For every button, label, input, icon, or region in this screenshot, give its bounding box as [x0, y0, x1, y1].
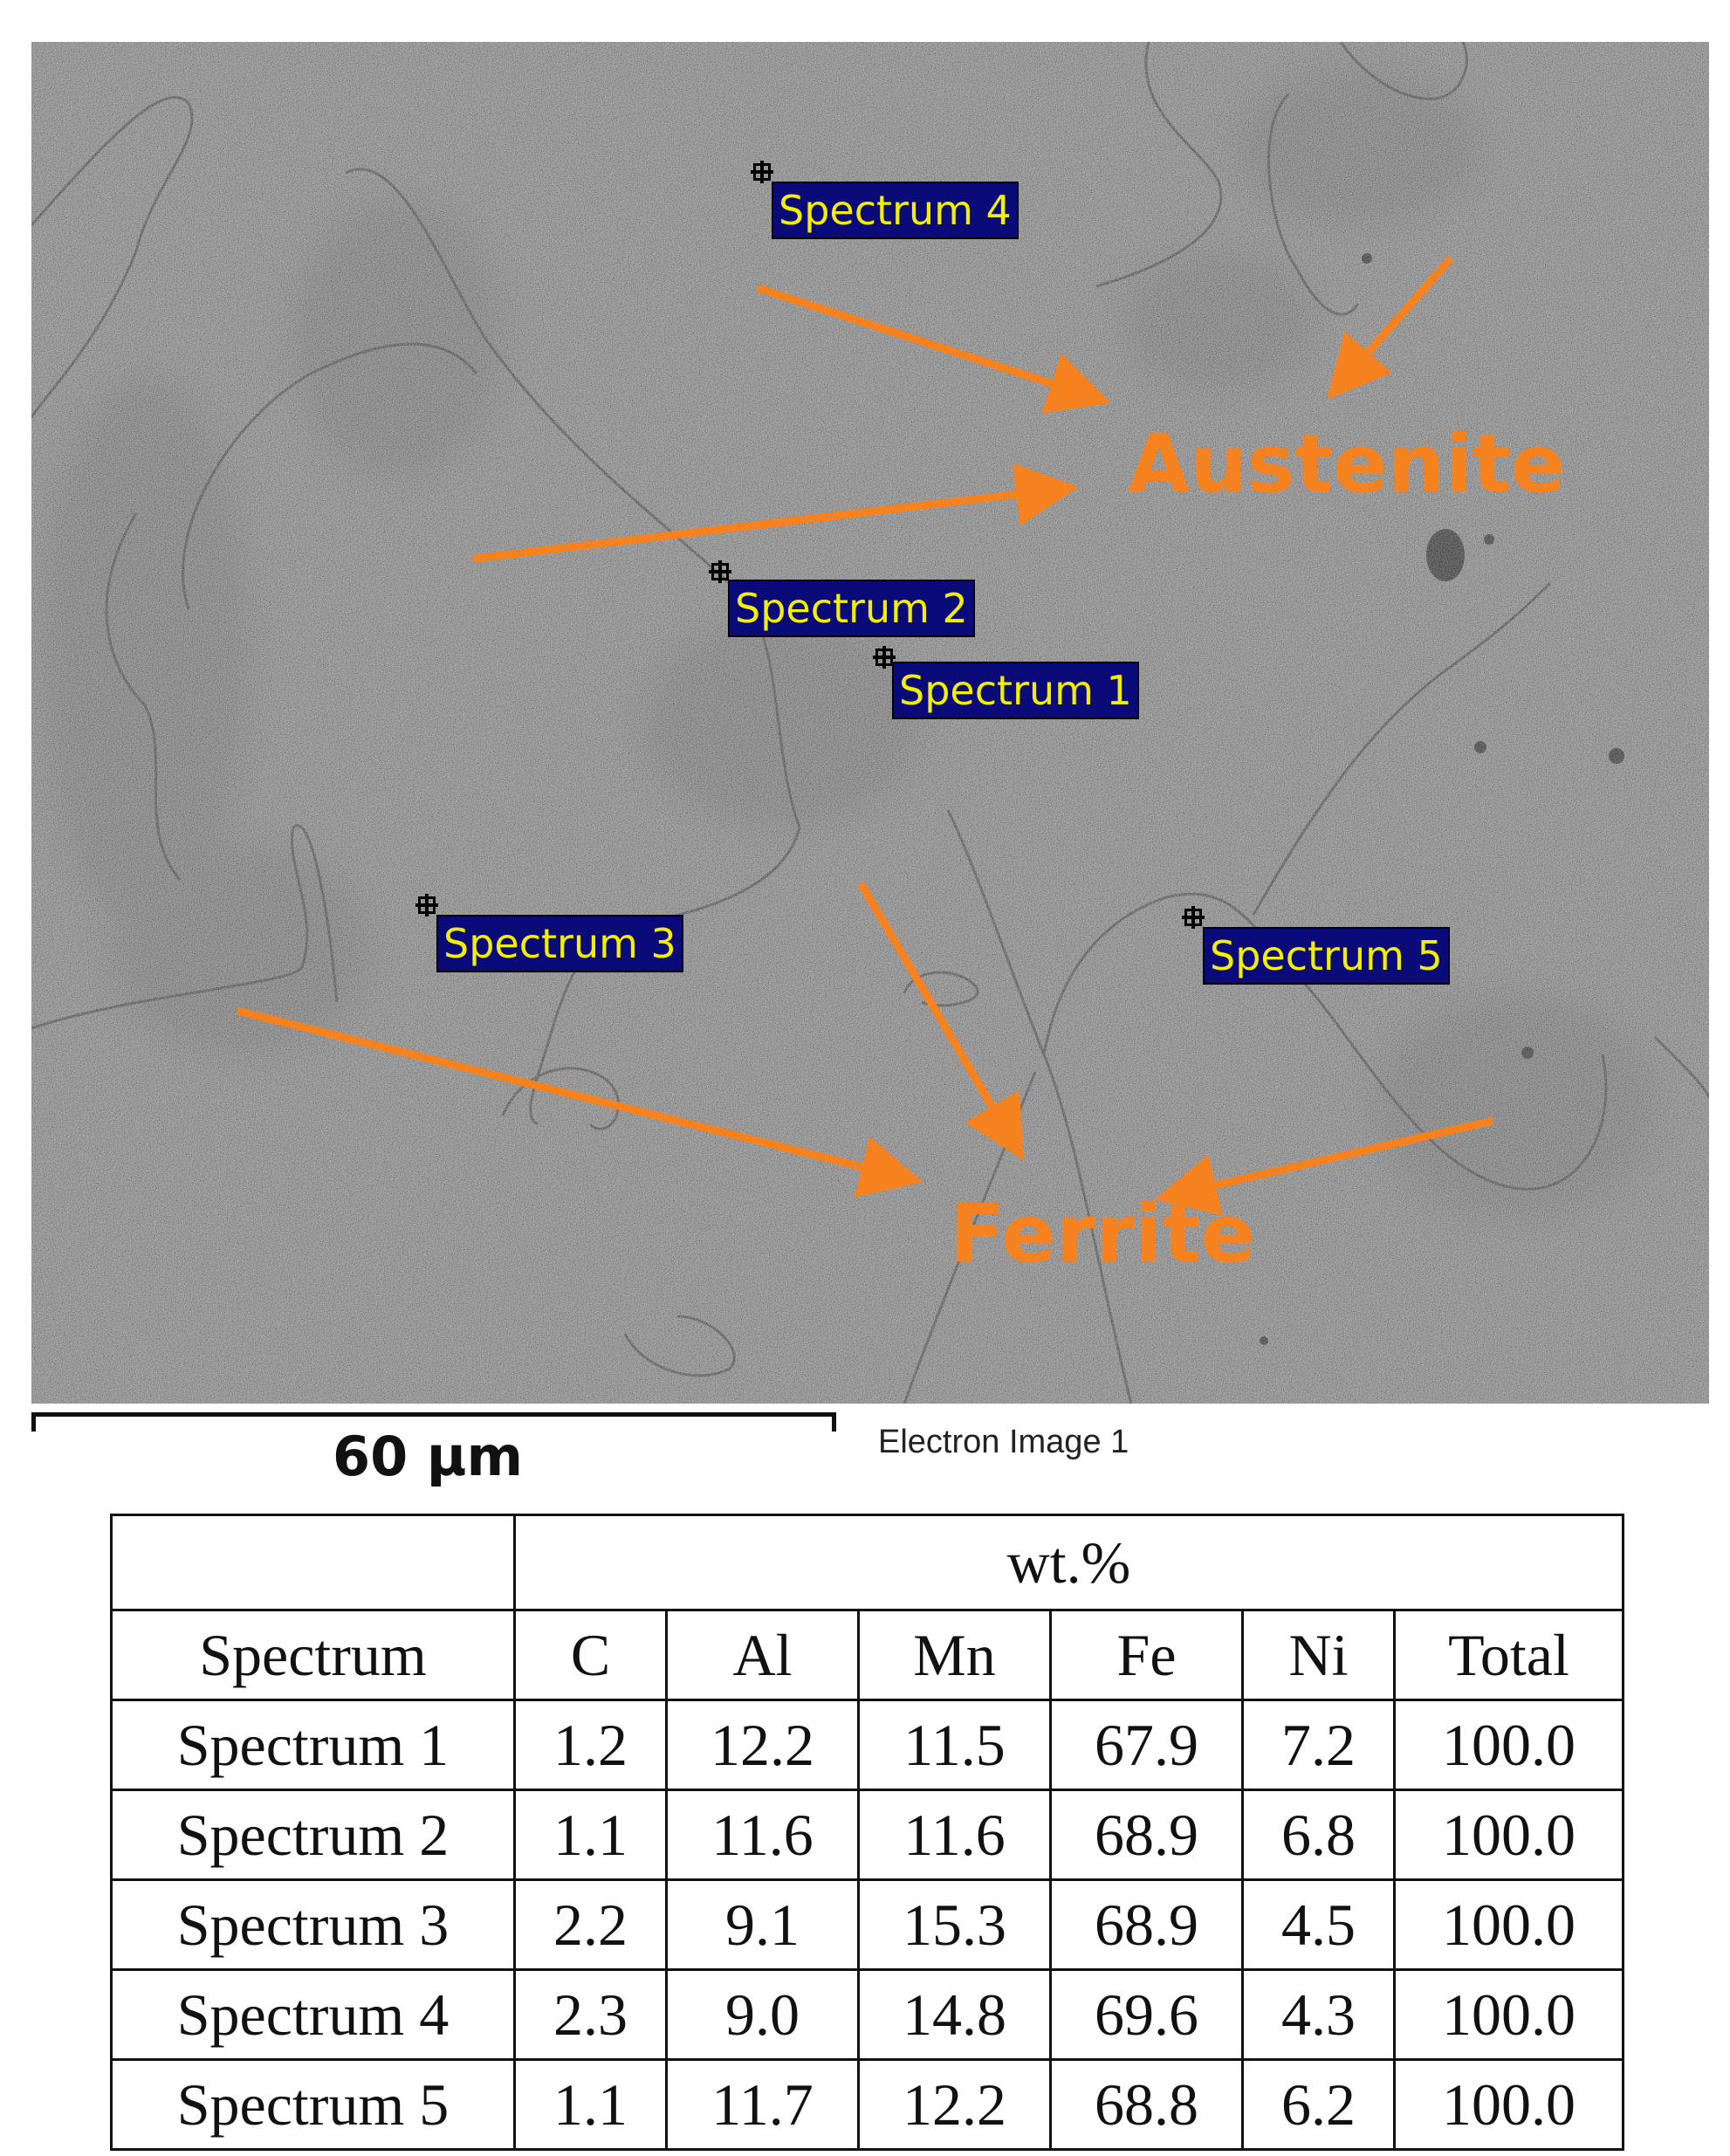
ferrite-label: Ferrite — [950, 1187, 1256, 1281]
column-header: Fe — [1051, 1610, 1243, 1700]
spectrum-3-label: Spectrum 3 — [436, 915, 683, 972]
micrograph-texture — [31, 42, 1709, 1404]
column-header: Al — [667, 1610, 859, 1700]
table-cell: 4.3 — [1243, 1970, 1395, 2060]
scale-bar-label: 60 µm — [332, 1425, 524, 1488]
table-row — [112, 1790, 1624, 1880]
spectrum-5-marker — [1182, 906, 1205, 929]
column-header: Spectrum — [112, 1610, 515, 1700]
table-cell: 69.6 — [1051, 1970, 1243, 2060]
column-header: Ni — [1243, 1610, 1395, 1700]
table-cell: 1.2 — [515, 1700, 667, 1790]
spectrum-1-label: Spectrum 1 — [892, 662, 1139, 719]
table-cell: 9.1 — [667, 1880, 859, 1970]
table-cell: 14.8 — [859, 1970, 1051, 2060]
table-header-row — [112, 1610, 1624, 1700]
table-cell: 6.8 — [1243, 1790, 1395, 1880]
table-cell: 11.7 — [667, 2060, 859, 2150]
table-cell: 68.8 — [1051, 2060, 1243, 2150]
table-cell: 11.5 — [859, 1700, 1051, 1790]
image-caption: Electron Image 1 — [878, 1424, 1129, 1460]
table-cell: 1.1 — [515, 1790, 667, 1880]
table-row — [112, 1880, 1624, 1970]
composition-table — [110, 1514, 1624, 2151]
spectrum-4-label: Spectrum 4 — [772, 182, 1019, 239]
table-cell: 1.1 — [515, 2060, 667, 2150]
spectrum-4-marker — [751, 161, 773, 183]
table-cell: Spectrum 5 — [112, 2060, 515, 2150]
table-cell: 9.0 — [667, 1970, 859, 2060]
table-row — [112, 2060, 1624, 2150]
table-cell: 100.0 — [1395, 2060, 1624, 2150]
table-cell: 12.2 — [667, 1700, 859, 1790]
austenite-label: Austenite — [1128, 417, 1566, 511]
table-cell: 68.9 — [1051, 1880, 1243, 1970]
table-cell: 7.2 — [1243, 1700, 1395, 1790]
table-cell: 100.0 — [1395, 1970, 1624, 2060]
wt-percent-header: wt.% — [515, 1515, 1624, 1610]
spectrum-5-label: Spectrum 5 — [1203, 927, 1450, 985]
table-cell: Spectrum 3 — [112, 1880, 515, 1970]
table-cell: Spectrum 1 — [112, 1700, 515, 1790]
table-cell: 100.0 — [1395, 1700, 1624, 1790]
table-corner-cell — [112, 1515, 515, 1610]
column-header: C — [515, 1610, 667, 1700]
column-header: Total — [1395, 1610, 1624, 1700]
table-cell: 4.5 — [1243, 1880, 1395, 1970]
table-cell: 100.0 — [1395, 1790, 1624, 1880]
table-cell: 11.6 — [859, 1790, 1051, 1880]
table-cell: 6.2 — [1243, 2060, 1395, 2150]
table-cell: 2.3 — [515, 1970, 667, 2060]
table-cell: 12.2 — [859, 2060, 1051, 2150]
column-header: Mn — [859, 1610, 1051, 1700]
table-row — [112, 1970, 1624, 2060]
table-cell: 2.2 — [515, 1880, 667, 1970]
table-group-header-row — [112, 1515, 1624, 1610]
table-cell: 11.6 — [667, 1790, 859, 1880]
table-row — [112, 1700, 1624, 1790]
table-cell: 67.9 — [1051, 1700, 1243, 1790]
sem-micrograph — [31, 42, 1709, 1404]
spectrum-3-marker — [415, 894, 438, 917]
table-cell: Spectrum 2 — [112, 1790, 515, 1880]
spectrum-2-label: Spectrum 2 — [728, 580, 975, 637]
table-cell: Spectrum 4 — [112, 1970, 515, 2060]
table-cell: 100.0 — [1395, 1880, 1624, 1970]
table-cell: 68.9 — [1051, 1790, 1243, 1880]
table-cell: 15.3 — [859, 1880, 1051, 1970]
